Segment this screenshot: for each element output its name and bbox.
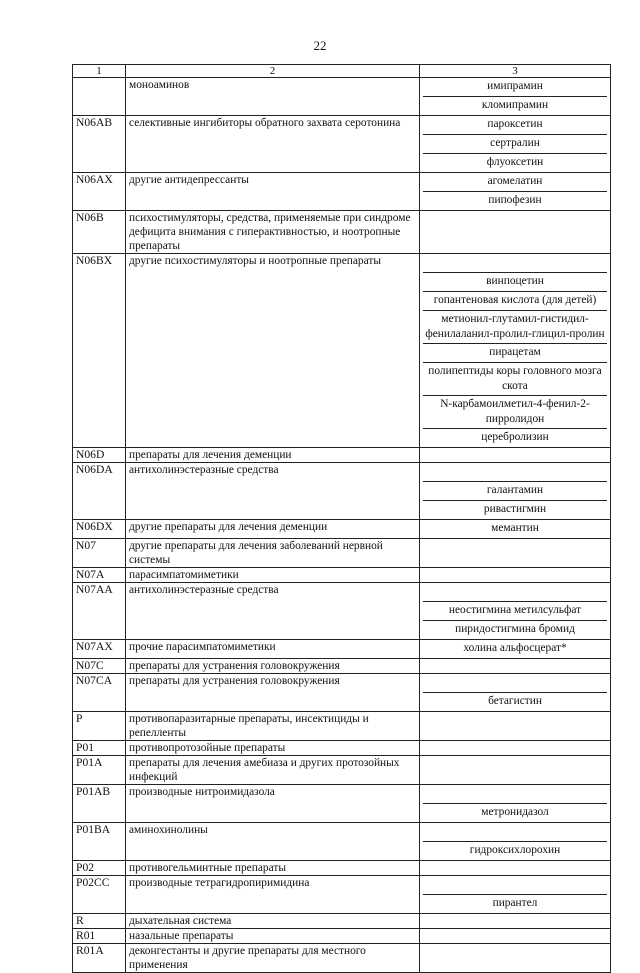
group-description-cell: дыхательная система [126,914,420,929]
table-row [73,539,611,568]
atc-code-cell: N07C [73,659,126,674]
group-description-cell: моноаминов [126,78,420,116]
drug-list-cell [420,876,611,914]
drug-list-cell [420,944,611,973]
table-row [73,914,611,929]
drug-list-cell [420,78,611,116]
drug-name: сертралин [423,134,607,153]
group-description-cell: противогельминтные препараты [126,861,420,876]
atc-code-cell: R [73,914,126,929]
drug-cell-spacer [423,254,607,272]
drug-name: винпоцетин [423,272,607,291]
table-row [73,741,611,756]
table-row [73,674,611,712]
drug-name: имипрамин [487,80,543,92]
drug-list-cell [420,674,611,712]
table-row [73,583,611,640]
atc-code-cell: N06DA [73,463,126,520]
group-description-cell: препараты для лечения деменции [126,448,420,463]
atc-code-cell: N07 [73,539,126,568]
group-description-cell: селективные ингибиторы обратного захвата серотонина [126,116,420,173]
drug-name: бетагистин [423,692,607,711]
group-description-cell: другие препараты для лечения заболеваний нервной системы [126,539,420,568]
group-description-cell: препараты для устранения головокружения [126,674,420,712]
atc-code-cell: N06B [73,211,126,254]
drug-name: полипептиды коры головного мозга скота [423,362,607,395]
drug-name: гопантеновая кислота (для детей) [423,291,607,310]
drug-list-cell [420,785,611,823]
drug-list-cell [420,659,611,674]
atc-code-cell: N07CA [73,674,126,712]
table-row [73,659,611,674]
drug-cell-spacer [423,674,607,692]
drug-name: ривастигмин [423,500,607,519]
atc-code-cell [73,78,126,116]
drug-list-cell [420,914,611,929]
atc-code-cell: N06AB [73,116,126,173]
drug-name: пипофезин [423,191,607,210]
drug-name: пароксетин [487,118,543,130]
table-row [73,116,611,173]
drug-name: гидроксихлорохин [423,841,607,860]
table-row [73,520,611,539]
group-description-cell: производные нитроимидазола [126,785,420,823]
drug-list-cell [420,583,611,640]
drug-list-cell [420,640,611,659]
drug-list-cell [420,756,611,785]
atc-code-cell: P01 [73,741,126,756]
drug-cell-spacer [423,583,607,601]
group-description-cell: деконгестанты и другие препараты для местного применения [126,944,420,973]
atc-code-cell: P01BA [73,823,126,861]
drug-name: агомелатин [487,175,543,187]
atc-code-cell: N06D [73,448,126,463]
page-number: 22 [313,38,327,53]
table-row [73,823,611,861]
drug-name: пирантел [423,894,607,913]
drug-list-cell [420,173,611,211]
group-description-cell: прочие парасимпатомиметики [126,640,420,659]
atc-code-cell: R01 [73,929,126,944]
table-row [73,254,611,448]
group-description-cell: аминохинолины [126,823,420,861]
drug-name: пиридостигмина бромид [423,620,607,639]
header-col-2: 2 [126,65,420,78]
group-description-cell: противопаразитарные препараты, инсектициды и репелленты [126,712,420,741]
drug-name: метронидазол [423,803,607,822]
drug-list-cell [420,712,611,741]
atc-code-cell: P [73,712,126,741]
atc-code-cell: P02CC [73,876,126,914]
table-row [73,640,611,659]
table-row [73,448,611,463]
header-col-3: 3 [420,65,611,78]
table-row [73,78,611,116]
drug-name: флуоксетин [423,153,607,172]
atc-code-cell: N07A [73,568,126,583]
group-description-cell: антихолинэстеразные средства [126,463,420,520]
drug-list-cell [420,463,611,520]
drug-list-cell [420,448,611,463]
atc-code-cell: N06AX [73,173,126,211]
drug-name: метионил-глутамил-гистидил-фенилаланил-пролил-глицил-пролин [423,310,607,343]
drug-name: холина альфосцерат* [463,642,567,654]
drug-name: пирацетам [423,343,607,362]
table-row [73,785,611,823]
drug-list-cell [420,116,611,173]
drug-list-cell [420,861,611,876]
group-description-cell: другие антидепрессанты [126,173,420,211]
drug-classification-table [72,64,611,973]
drug-cell-spacer [423,463,607,481]
drug-name: церебролизин [423,428,607,447]
table-row [73,756,611,785]
drug-cell-spacer [423,823,607,841]
group-description-cell: противопротозойные препараты [126,741,420,756]
drug-name: мемантин [491,522,539,534]
atc-code-cell: P01A [73,756,126,785]
table-row [73,463,611,520]
drug-list-cell [420,211,611,254]
drug-list-cell [420,520,611,539]
drug-cell-spacer [423,785,607,803]
drug-name: галантамин [423,481,607,500]
drug-list-cell [420,823,611,861]
group-description-cell: производные тетрагидропиримидина [126,876,420,914]
header-col-1: 1 [73,65,126,78]
group-description-cell: психостимуляторы, средства, применяемые при синдроме дефицита внимания с гиперактивностью, и ноотропные препараты [126,211,420,254]
group-description-cell: другие психостимуляторы и ноотропные препараты [126,254,420,448]
table-row [73,173,611,211]
drug-cell-spacer [423,876,607,894]
atc-code-cell: N06DX [73,520,126,539]
drug-name: кломипрамин [423,96,607,115]
table-row [73,712,611,741]
table-row [73,944,611,973]
group-description-cell: назальные препараты [126,929,420,944]
drug-list-cell [420,568,611,583]
table-row [73,876,611,914]
atc-code-cell: P01AB [73,785,126,823]
group-description-cell: препараты для устранения головокружения [126,659,420,674]
atc-code-cell: P02 [73,861,126,876]
drug-list-cell [420,741,611,756]
drug-name: неостигмина метилсульфат [423,601,607,620]
drug-name: N-карбамоилметил-4-фенил-2-пирролидон [423,395,607,428]
drug-list-cell [420,254,611,448]
atc-code-cell: R01A [73,944,126,973]
table-row [73,568,611,583]
atc-code-cell: N06BX [73,254,126,448]
group-description-cell: препараты для лечения амебиаза и других протозойных инфекций [126,756,420,785]
group-description-cell: парасимпатомиметики [126,568,420,583]
table-row [73,861,611,876]
table-header-row [73,65,611,78]
table-row [73,211,611,254]
atc-code-cell: N07AX [73,640,126,659]
group-description-cell: другие препараты для лечения деменции [126,520,420,539]
table-row [73,929,611,944]
drug-list-cell [420,539,611,568]
drug-list-cell [420,929,611,944]
atc-code-cell: N07AA [73,583,126,640]
group-description-cell: антихолинэстеразные средства [126,583,420,640]
